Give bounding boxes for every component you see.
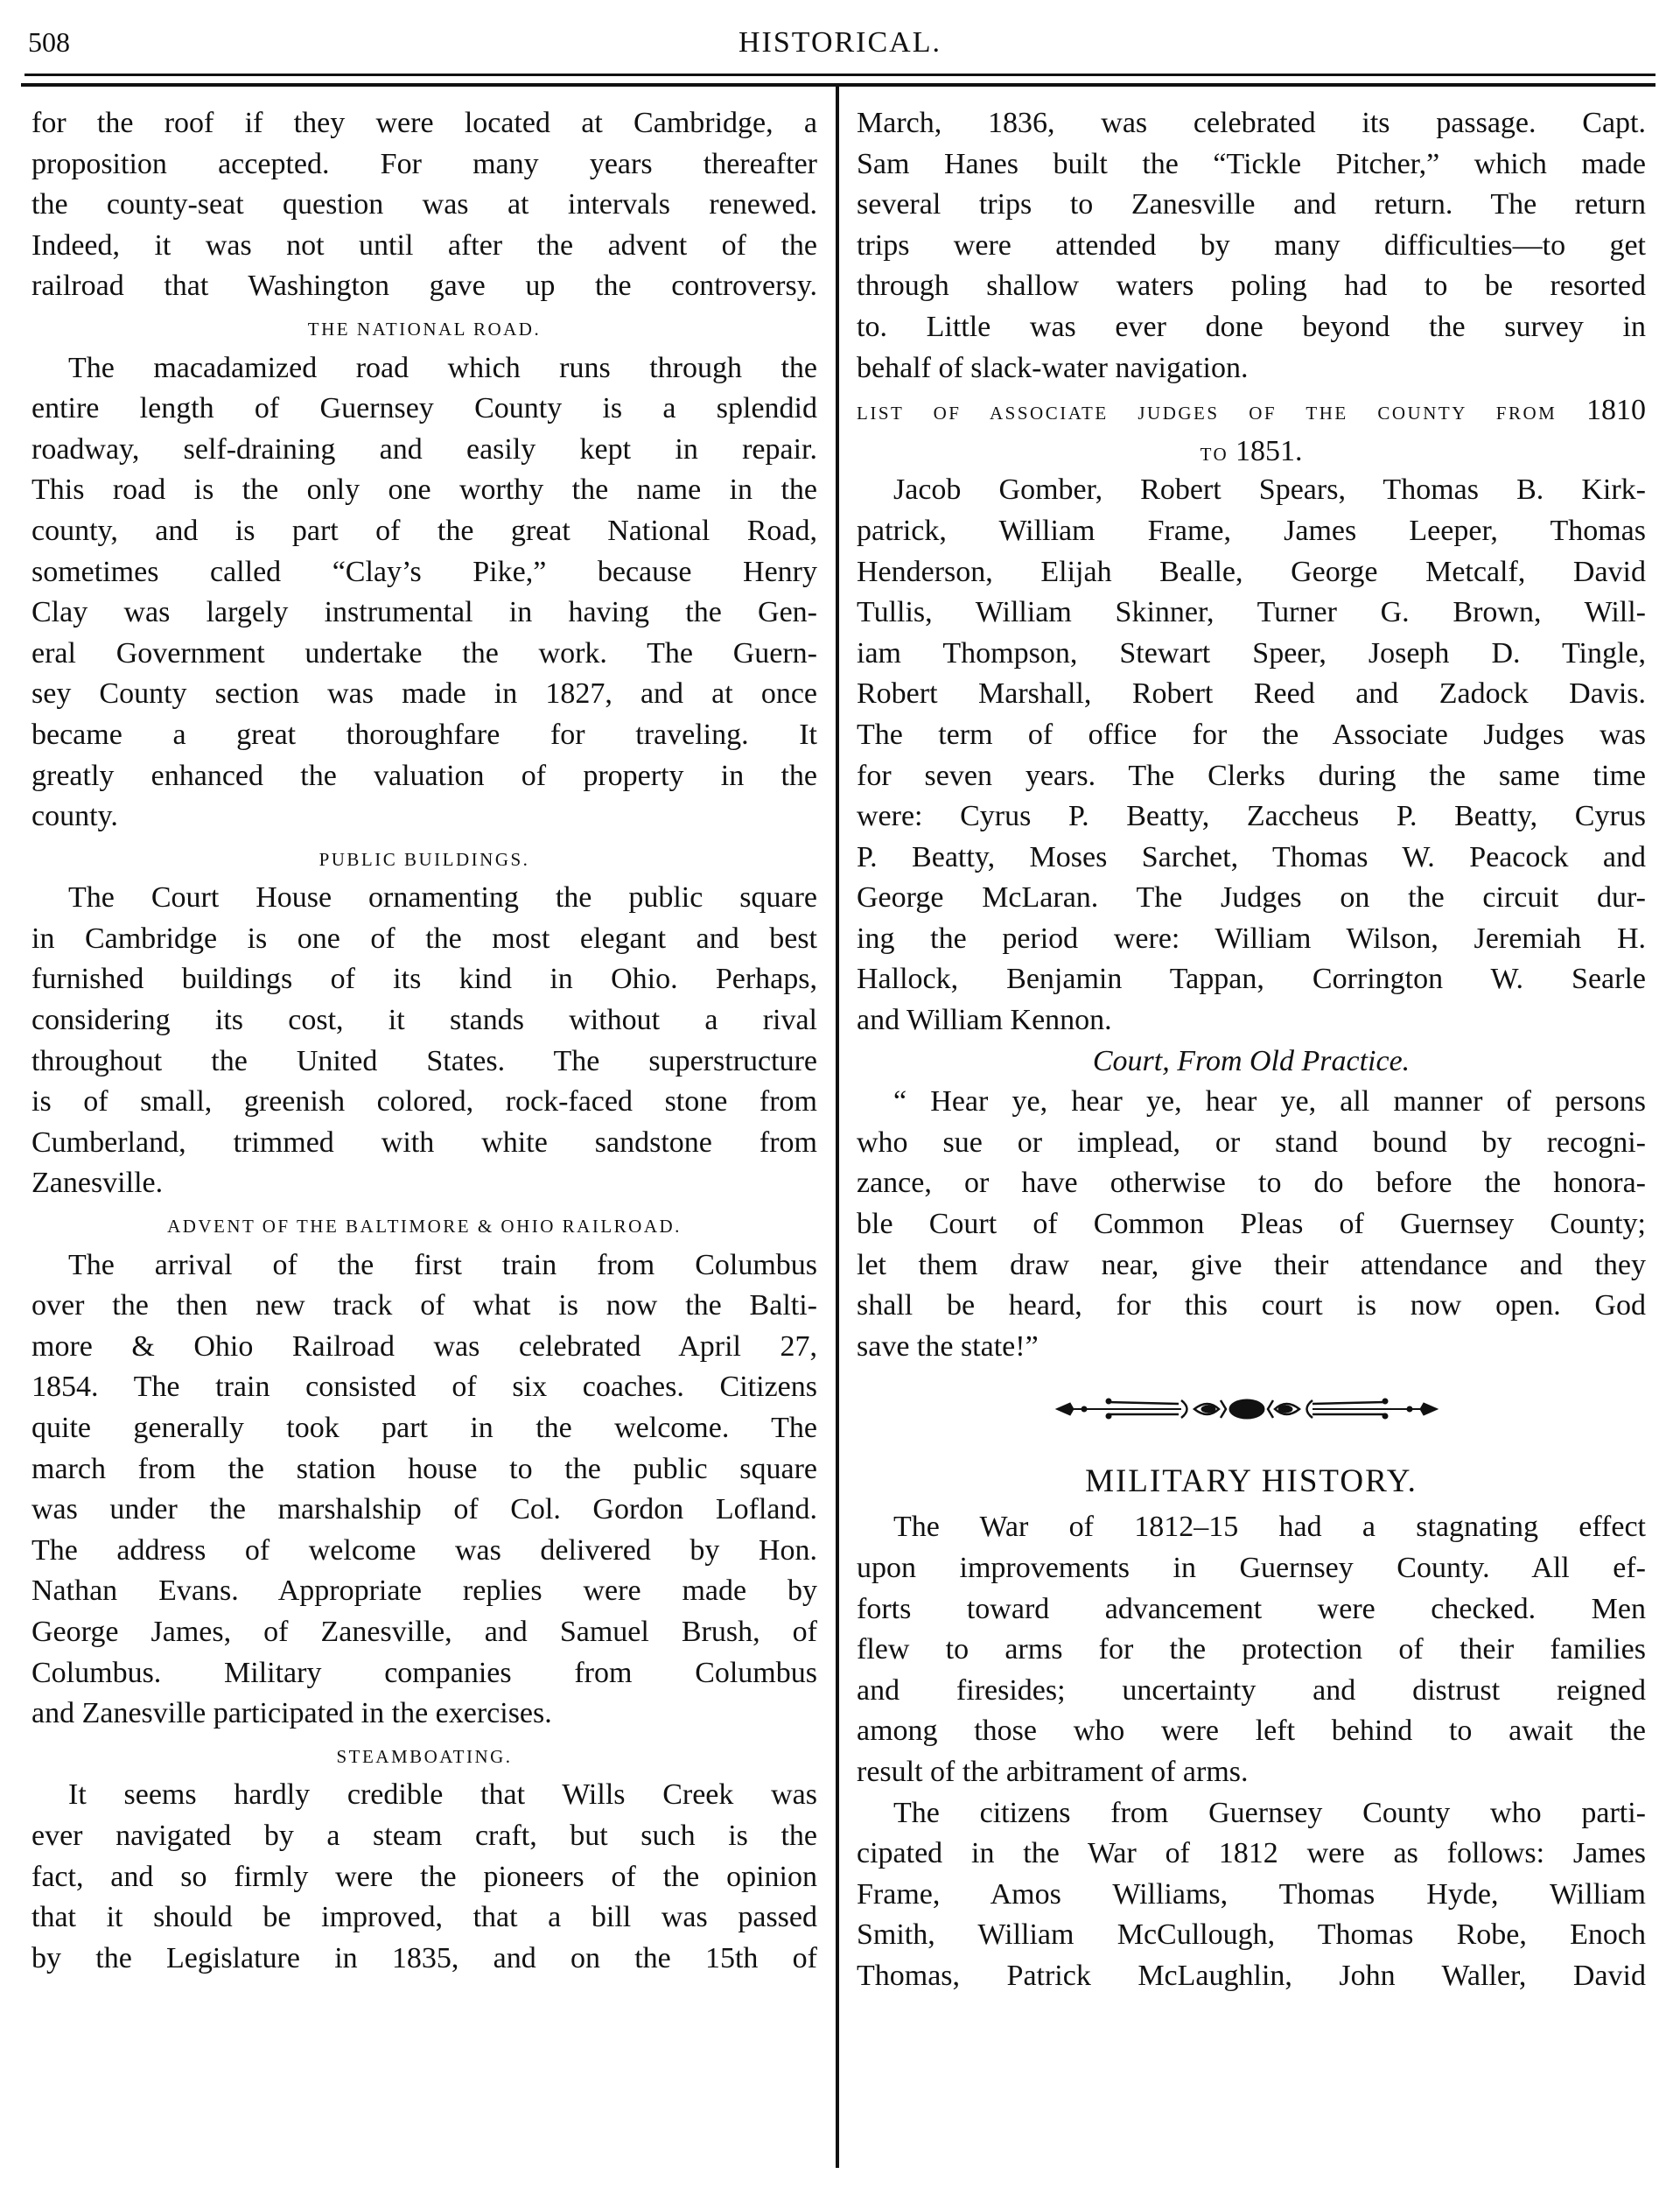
paragraph-national-road [32, 348, 817, 838]
right-column [857, 103, 1646, 1997]
text-line: for seven years. The Clerks during the same time [857, 759, 1646, 792]
text-line: behalf of slack-water navigation. [857, 351, 1249, 384]
text-line: and William Kennon. [857, 1004, 1112, 1037]
section-heading-associate-judges-cont [857, 430, 1646, 471]
text-line: 1854. The train consisted of six coaches. Citizens [32, 1371, 817, 1404]
text-line: proposition accepted. For many years thereafter [32, 147, 817, 180]
text-line: in Cambridge is one of the most elegant and best [32, 922, 817, 955]
paragraph-judges-list [857, 470, 1646, 1041]
left-column [32, 103, 817, 1979]
text-line: Sam Hanes built the “Tickle Pitcher,” which made [857, 147, 1646, 180]
text-line: ing the period were: William Wilson, Jeremiah H. [857, 922, 1646, 955]
text-line: Nathan Evans. Appropriate replies were made by [32, 1574, 817, 1608]
text-line: ble Court of Common Pleas of Guernsey County; [857, 1208, 1646, 1241]
text-line: Hallock, Benjamin Tappan, Corrington W. Searle [857, 963, 1646, 996]
paragraph-public-buildings [32, 878, 817, 1204]
heading-text: LIST OF ASSOCIATE JUDGES OF THE COUNTY FROM [857, 403, 1558, 424]
text-line: was under the marshalship of Col. Gordon Lofland. [32, 1493, 817, 1526]
text-line: let them draw near, give their attendance and they [857, 1248, 1646, 1281]
text-line: Zanesville. [32, 1167, 164, 1200]
text-line: the county-seat question was at intervals renewed. [32, 188, 817, 221]
text-line: is of small, greenish colored, rock-faced stone from [32, 1085, 817, 1119]
paragraph-steamboating [32, 1775, 817, 1979]
text-line: who sue or implead, or stand bound by recogni- [857, 1126, 1646, 1159]
text-line: The macadamized road which runs through the [68, 351, 817, 384]
section-heading-national-road: THE NATIONAL ROAD. [307, 318, 542, 340]
text-line: greatly enhanced the valuation of property in the [32, 759, 817, 792]
text-line: several trips to Zanesville and return. The return [857, 188, 1646, 221]
text-line: George McLaran. The Judges on the circuit dur- [857, 881, 1646, 915]
text-line: entire length of Guernsey County is a splendid [32, 392, 817, 425]
text-line: for the roof if they were located at Cambridge, a [32, 107, 817, 139]
text-line: cipated in the War of 1812 were as follows: James [857, 1837, 1646, 1870]
text-line: to. Little was ever done beyond the survey in [857, 310, 1646, 343]
text-line: through shallow waters poling had to be resorted [857, 270, 1646, 303]
text-line: more & Ohio Railroad was celebrated April 27, [32, 1329, 817, 1363]
text-line: upon improvements in Guernsey County. All ef- [857, 1552, 1646, 1584]
text-line: iam Thompson, Stewart Speer, Joseph D. Tingle, [857, 636, 1646, 670]
text-line: Clay was largely instrumental in having the Gen- [32, 596, 817, 629]
text-line: Indeed, it was not until after the advent of the [32, 228, 817, 262]
text-line: eral Government undertake the work. The Guern- [32, 636, 817, 670]
text-line: throughout the United States. The superstructure [32, 1044, 817, 1077]
text-line: result of the arbitrament of arms. [857, 1755, 1249, 1788]
chapter-heading-military-history: MILITARY HISTORY. [1085, 1463, 1418, 1500]
text-line: March, 1836, was celebrated its passage. Capt. [857, 107, 1646, 139]
column-divider [836, 87, 839, 2168]
running-title: HISTORICAL. [738, 26, 942, 59]
text-line: This road is the only one worthy the name in the [32, 473, 817, 507]
page-header [24, 21, 1656, 59]
paragraph-war-1812 [857, 1507, 1646, 1792]
text-line: county, and is part of the great National Road, [32, 514, 817, 547]
text-line: and Zanesville participated in the exercises. [32, 1697, 552, 1730]
text-line: fact, and so firmly were the pioneers of the opinion [32, 1860, 817, 1893]
text-line: became a great thoroughfare for traveling. It [32, 718, 817, 751]
page-number: 508 [28, 26, 70, 58]
text-line: sey County section was made in 1827, and at once [32, 677, 817, 711]
section-heading-railroad: ADVENT OF THE BALTIMORE & OHIO RAILROAD. [167, 1216, 682, 1238]
text-line: over the then new track of what is now the Balti- [32, 1289, 817, 1322]
text-line: Jacob Gomber, Robert Spears, Thomas B. Kirk- [893, 473, 1646, 507]
text-line: march from the station house to the public square [32, 1452, 817, 1485]
paragraph-court-proclamation [857, 1082, 1646, 1367]
paragraph-tickle-pitcher [857, 103, 1646, 389]
text-line: The War of 1812–15 had a stagnating effect [893, 1511, 1646, 1544]
text-line: considering its cost, it stands without a rival [32, 1004, 817, 1037]
text-line: The citizens from Guernsey County who parti- [893, 1796, 1646, 1829]
text-line: The term of office for the Associate Judges was [857, 718, 1646, 751]
text-line: shall be heard, for this court is now open. God [857, 1289, 1646, 1322]
text-line: that it should be improved, that a bill was passed [32, 1901, 817, 1934]
text-line: George James, of Zanesville, and Samuel Brush, of [32, 1615, 817, 1648]
header-rule-thin [24, 74, 1656, 76]
text-line: P. Beatty, Moses Sarchet, Thomas W. Peacock and [857, 840, 1646, 873]
text-line: Tullis, William Skinner, Turner G. Brown, Will- [857, 596, 1646, 629]
text-line: trips were attended by many difficulties—to get [857, 228, 1646, 262]
text-line: Smith, William McCullough, Thomas Robe, Enoch [857, 1918, 1646, 1952]
section-heading-steamboating: STEAMBOATING. [336, 1745, 513, 1767]
text-line: furnished buildings of its kind in Ohio. Perhaps, [32, 963, 817, 996]
text-line: Frame, Amos Williams, Thomas Hyde, William [857, 1877, 1646, 1911]
text-line: sometimes called “Clay’s Pike,” because Henry [32, 555, 817, 588]
text-line: “ Hear ye, hear ye, hear ye, all manner of persons [893, 1085, 1646, 1119]
text-line: forts toward advancement were checked. Men [857, 1592, 1646, 1625]
text-line: were: Cyrus P. Beatty, Zaccheus P. Beatty, Cyrus [857, 800, 1646, 833]
text-line: flew to arms for the protection of their families [857, 1633, 1646, 1666]
heading-year: 1851. [1235, 434, 1303, 467]
text-line: zance, or have otherwise to do before the honora- [857, 1167, 1646, 1200]
text-line: patrick, William Frame, James Leeper, Thomas [857, 514, 1646, 547]
text-line: The address of welcome was delivered by Hon. [32, 1533, 817, 1567]
text-line: county. [32, 800, 118, 833]
ornament-rule-icon [1054, 1392, 1439, 1427]
text-line: Henderson, Elijah Bealle, George Metcalf, David [857, 555, 1646, 588]
text-line: The arrival of the first train from Columbus [68, 1248, 817, 1281]
text-line: roadway, self-draining and easily kept in repair. [32, 432, 817, 466]
text-line: Robert Marshall, Robert Reed and Zadock Davis. [857, 677, 1646, 711]
paragraph-citizens-1812 [857, 1793, 1646, 1997]
text-line: Thomas, Patrick McLaughlin, John Waller, David [857, 1959, 1646, 1992]
text-line: Cumberland, trimmed with white sandstone from [32, 1126, 817, 1159]
ornament-divider [857, 1367, 1646, 1455]
heading-text: TO [1200, 443, 1229, 465]
text-line: ever navigated by a steam craft, but such is the [32, 1819, 817, 1852]
text-line: The Court House ornamenting the public square [68, 881, 817, 915]
text-line: quite generally took part in the welcome. The [32, 1412, 817, 1444]
section-heading-associate-judges [857, 389, 1646, 430]
text-line: railroad that Washington gave up the controversy. [32, 270, 817, 303]
section-heading-public-buildings: PUBLIC BUILDINGS. [318, 848, 530, 870]
italic-heading-court: Court, From Old Practice. [1092, 1044, 1410, 1077]
text-line: It seems hardly credible that Wills Creek was [68, 1778, 817, 1812]
text-line: Columbus. Military companies from Columbus [32, 1656, 817, 1689]
text-line: and firesides; uncertainty and distrust reigned [857, 1673, 1646, 1707]
text-line: by the Legislature in 1835, and on the 15th of [32, 1941, 817, 1974]
text-line: save the state!” [857, 1329, 1039, 1363]
heading-year: 1810 [1586, 394, 1646, 427]
paragraph-county-seat [32, 103, 817, 307]
paragraph-railroad [32, 1245, 817, 1735]
text-line: among those who were left behind to await the [857, 1715, 1646, 1748]
